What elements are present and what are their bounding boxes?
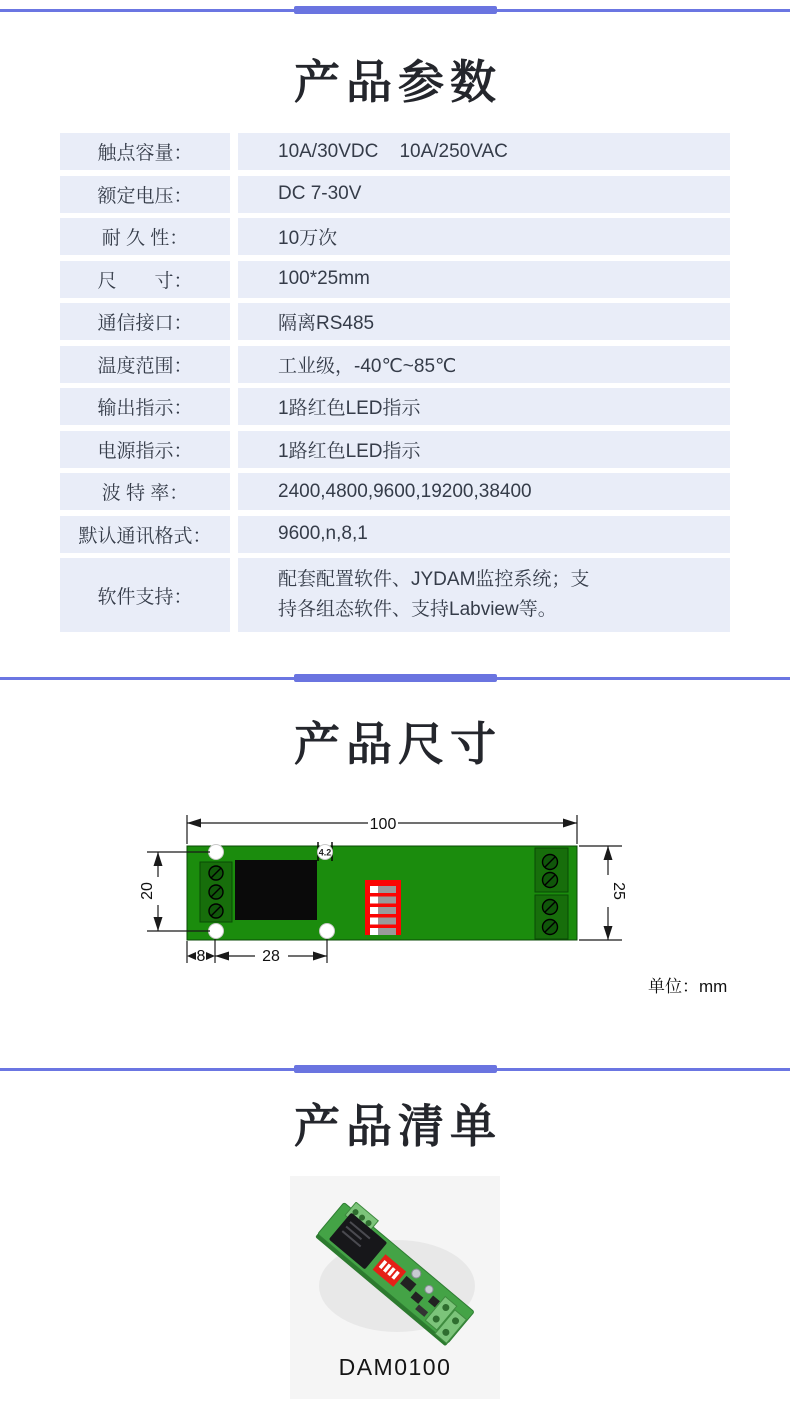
unit-label: 单位： xyxy=(648,977,699,996)
spec-label: 尺 寸： xyxy=(60,261,230,298)
table-row xyxy=(60,346,730,383)
table-row xyxy=(60,261,730,298)
spec-value: DC 7-30V xyxy=(238,176,730,213)
spec-label: 电源指示： xyxy=(60,431,230,468)
table-row xyxy=(60,558,730,632)
terminal-block-right-top xyxy=(535,848,568,892)
mounting-hole xyxy=(320,924,335,939)
spec-value: 1路红色LED指示 xyxy=(238,388,730,425)
section-title-product-list: 产品清单 xyxy=(294,1100,502,1152)
dim-hole-spacing-v-label: 20 xyxy=(139,882,156,900)
dimension-length xyxy=(187,816,577,833)
spec-label: 触点容量： xyxy=(60,133,230,170)
mounting-hole xyxy=(209,924,224,939)
product-photo xyxy=(305,1202,485,1352)
dip-switch xyxy=(365,880,401,935)
spec-value: 100*25mm xyxy=(238,261,730,298)
dimension-board-height xyxy=(579,846,627,940)
table-row xyxy=(60,388,730,425)
divider-accent-bar xyxy=(294,674,497,682)
spec-label: 软件支持： xyxy=(60,558,230,632)
section-title-parameters: 产品参数 xyxy=(294,56,502,108)
spec-label: 输出指示： xyxy=(60,388,230,425)
spec-value xyxy=(238,558,730,632)
dim-length-label: 100 xyxy=(369,816,397,833)
spec-label: 通信接口： xyxy=(60,303,230,340)
table-row xyxy=(60,473,730,510)
table-row xyxy=(60,431,730,468)
spec-label: 耐 久 性： xyxy=(60,218,230,255)
product-model: DAM0100 xyxy=(338,1354,452,1380)
spec-table xyxy=(60,133,730,638)
spec-value: 10A/30VDC 10A/250VAC xyxy=(238,133,730,170)
dimension-hole-offset-x xyxy=(187,948,215,965)
mounting-hole xyxy=(209,845,224,860)
table-row xyxy=(60,133,730,170)
terminal-block-right-bottom xyxy=(535,895,568,939)
spec-value: 2400,4800,9600,19200,38400 xyxy=(238,473,730,510)
relay-block xyxy=(235,860,317,920)
spec-value: 9600,n,8,1 xyxy=(238,516,730,553)
table-row xyxy=(60,218,730,255)
dim-hole-spacing-h-label: 28 xyxy=(262,948,280,965)
divider-accent-bar xyxy=(294,6,497,14)
dim-hole-offset-x-label: 8 xyxy=(196,948,206,965)
table-row xyxy=(60,516,730,553)
spec-value: 1路红色LED指示 xyxy=(238,431,730,468)
section-title-dimensions: 产品尺寸 xyxy=(294,718,502,770)
spec-value-line: 持各组态软件、支持Labview等。 xyxy=(278,599,557,620)
spec-value-line: 配套配置软件、JYDAM监控系统；支 xyxy=(278,569,590,590)
spec-label: 默认通讯格式： xyxy=(60,516,230,553)
spec-label: 波 特 率： xyxy=(60,473,230,510)
table-row xyxy=(60,303,730,340)
spec-value: 工业级，-40℃~85℃ xyxy=(238,346,730,383)
unit-note xyxy=(648,972,727,997)
dimension-hole-spacing-h xyxy=(215,948,327,965)
table-row xyxy=(60,176,730,213)
divider-accent-bar xyxy=(294,1065,497,1073)
spec-label: 温度范围： xyxy=(60,346,230,383)
spec-label: 额定电压： xyxy=(60,176,230,213)
dim-hole-diameter-label: 4.2 xyxy=(318,847,332,858)
terminal-block-left xyxy=(200,862,232,922)
dim-board-height-label: 25 xyxy=(610,882,627,900)
spec-value: 隔离RS485 xyxy=(238,303,730,340)
unit-value: mm xyxy=(699,977,728,996)
product-card xyxy=(290,1176,500,1399)
spec-value: 10万次 xyxy=(238,218,730,255)
